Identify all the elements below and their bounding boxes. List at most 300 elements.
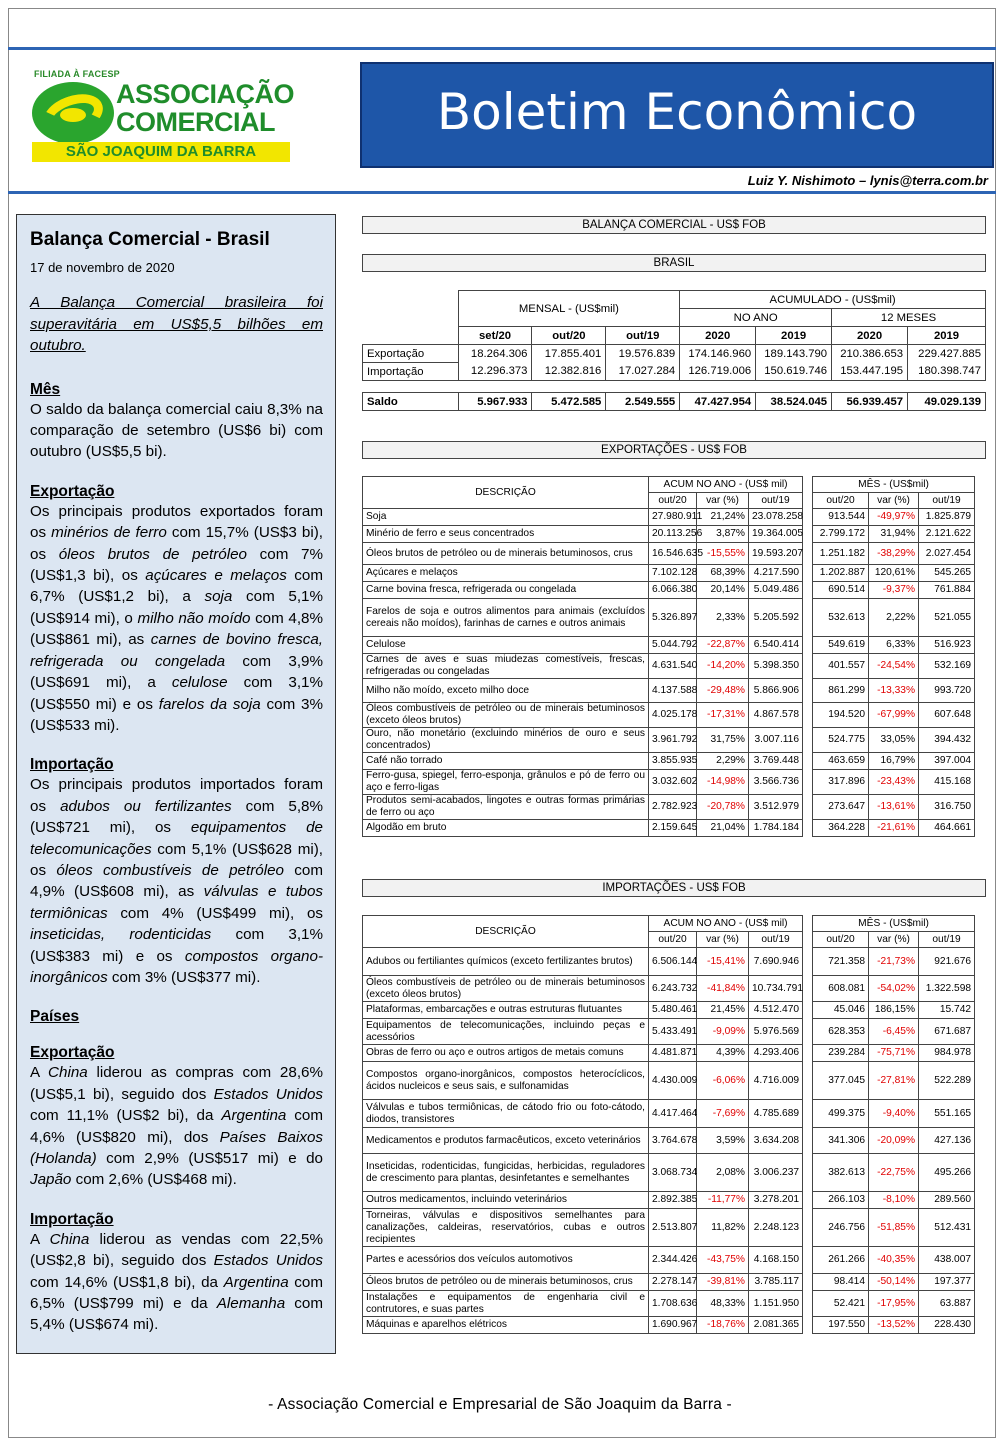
cell: -51,85% (869, 1209, 919, 1247)
cell: 3,87% (697, 526, 749, 543)
cell: -13,52% (869, 1317, 919, 1334)
cell: 2.081.365 (749, 1317, 803, 1334)
table-row (363, 1100, 975, 1128)
row-label: Importação (363, 363, 459, 381)
heading-exportacao: Exportação (30, 482, 115, 500)
footer-text: - Associação Comercial e Empresarial de São Joaquim da Barra - (268, 1396, 732, 1413)
cell: -20,78% (697, 795, 749, 820)
cell: 10.734.791 (749, 976, 803, 1002)
text-mes: O saldo da balança comercial caiu 8,3% na comparação de setembro (US$6 bi) com outubro (US$5,5 bi). (30, 400, 323, 461)
cell: 4.867.578 (749, 703, 803, 728)
cell: -8,10% (869, 1192, 919, 1209)
cell: 521.055 (919, 599, 975, 637)
cell: 17.027.284 (606, 363, 680, 381)
cell: -15,41% (697, 948, 749, 976)
doze-meses-header: 12 MESES (832, 309, 986, 327)
cell: -7,69% (697, 1100, 749, 1128)
cell: 19.593.207 (749, 543, 803, 565)
cell: -22,75% (869, 1154, 919, 1192)
row-description: Óleos brutos de petróleo ou de minerais betuminosos, crus (363, 1274, 649, 1291)
cell: 3.566.736 (749, 770, 803, 795)
table-row (363, 976, 975, 1002)
table-row-exportacao (363, 345, 986, 363)
text-span: com 3% (US$377 mi). (107, 968, 261, 986)
subcol-header: out/19 (749, 493, 803, 509)
table-row (363, 1002, 975, 1019)
row-description: Carnes de aves e suas miudezas comestíveis, frescas, refrigeradas ou congeladas (363, 654, 649, 679)
cell: 4.025.178 (649, 703, 697, 728)
row-description: Máquinas e aparelhos elétricos (363, 1317, 649, 1334)
row-description: Farelos de soja e outros alimentos para animais (excluídos cereais não moídos), farinhas de carnes e outros animais (363, 599, 649, 637)
text-span: com 11,1% (US$2 bi), da (30, 1107, 222, 1125)
table-row (363, 565, 975, 582)
brasil-bar: BRASIL (362, 254, 986, 272)
cell: 761.884 (919, 582, 975, 599)
cell: 197.377 (919, 1274, 975, 1291)
acum-header: ACUM NO ANO - (US$ mil) (649, 916, 803, 932)
row-description: Torneiras, válvulas e dispositivos semelhantes para canalizações, caldeiras, reservatórios, cubas e outros recipientes (363, 1209, 649, 1247)
subcol-header: var (%) (869, 493, 919, 509)
cell: 38.524.045 (756, 393, 832, 411)
emphasis-text: minérios de ferro (51, 524, 167, 542)
cell: -40,35% (869, 1247, 919, 1274)
cell: 21,04% (697, 820, 749, 837)
cell: 3.032.602 (649, 770, 697, 795)
cell: 5.472.585 (532, 393, 606, 411)
cell: 4.512.470 (749, 1002, 803, 1019)
cell: 2.027.454 (919, 543, 975, 565)
cell: 266.103 (813, 1192, 869, 1209)
cell: 524.775 (813, 728, 869, 753)
cell: 31,94% (869, 526, 919, 543)
heading-paises-exportacao: Exportação (30, 1044, 115, 1062)
cell: 2.121.622 (919, 526, 975, 543)
text-span: com 2,6% (US$468 mi). (71, 1171, 237, 1189)
cell: 549.619 (813, 637, 869, 654)
text-span: com 3,1% (US$383 mi) e os (30, 926, 323, 965)
table-row (363, 753, 975, 770)
cell: 5.398.350 (749, 654, 803, 679)
bulletin-title: Boletim Econômico (360, 62, 994, 168)
cell: 721.358 (813, 948, 869, 976)
text-span: com 4,9% (US$608 mi), as (30, 861, 323, 901)
cell: 317.896 (813, 770, 869, 795)
table-row (363, 654, 975, 679)
row-label: Saldo (363, 393, 459, 411)
cell: 20,14% (697, 582, 749, 599)
subcol-header: out/19 (919, 493, 975, 509)
cell: 210.386.653 (832, 345, 908, 363)
cell: 2,29% (697, 753, 749, 770)
table-row (363, 1291, 975, 1317)
text-span: com 4% (US$499 mi), os (107, 904, 323, 922)
cell: -27,81% (869, 1062, 919, 1100)
text-paises-exportacao (30, 1062, 323, 1190)
sidebar-date: 17 de novembro de 2020 (30, 260, 175, 275)
cell: 120,61% (869, 565, 919, 582)
cell: 2.549.555 (606, 393, 680, 411)
table-row (363, 582, 975, 599)
cell: 7.690.946 (749, 948, 803, 976)
table-row-importacao (363, 363, 986, 381)
author-credit: Luiz Y. Nishimoto – lynis@terra.com.br (747, 173, 988, 188)
row-description: Adubos ou fertiliantes químicos (exceto fertilizantes brutos) (363, 948, 649, 976)
cell: 68,39% (697, 565, 749, 582)
cell: 1.825.879 (919, 509, 975, 526)
cell: 48,33% (697, 1291, 749, 1317)
text-span: com 3,9% (US$691 mi), a (30, 652, 323, 692)
cell: 5.480.461 (649, 1002, 697, 1019)
cell: 5.976.569 (749, 1019, 803, 1045)
table-row (363, 820, 975, 837)
cell: 6.243.732 (649, 976, 697, 1002)
cell: 3,59% (697, 1128, 749, 1154)
cell: 1.322.598 (919, 976, 975, 1002)
text-exportacao (30, 501, 323, 736)
text-span: com 5,1% (US$628 mi), os (30, 840, 323, 879)
cell: 2,33% (697, 599, 749, 637)
cell: -14,98% (697, 770, 749, 795)
text-span: com 5,8% (US$721 mi), os (30, 797, 323, 837)
cell: 197.550 (813, 1317, 869, 1334)
cell: 7.102.128 (649, 565, 697, 582)
cell: -67,99% (869, 703, 919, 728)
subcol-header: out/20 (649, 493, 697, 509)
table-row (363, 1247, 975, 1274)
cell: 4.481.871 (649, 1045, 697, 1062)
cell: 5.967.933 (458, 393, 532, 411)
cell: 427.136 (919, 1128, 975, 1154)
cell: 5.049.486 (749, 582, 803, 599)
text-span: com 6,7% (US$1,2 bi), a (30, 567, 323, 606)
cell: -6,06% (697, 1062, 749, 1100)
subcol-header: out/20 (813, 493, 869, 509)
subcol-header: var (%) (697, 493, 749, 509)
cell: 186,15% (869, 1002, 919, 1019)
cell: 516.923 (919, 637, 975, 654)
cell: 194.520 (813, 703, 869, 728)
emphasis-text: óleos combustíveis de petróleo (56, 861, 284, 879)
emphasis-text: Estados Unidos (213, 1085, 323, 1103)
emphasis-text: Argentina (221, 1107, 287, 1125)
balanca-bar: BALANÇA COMERCIAL - US$ FOB (362, 216, 986, 234)
emphasis-text: China (49, 1230, 90, 1248)
table-row (363, 526, 975, 543)
text-span: com 5,1% (US$914 mi), o (30, 588, 323, 627)
row-description: Inseticidas, rodenticidas, fungicidas, herbicidas, reguladores de crescimento para plantas, desinfetantes e semelhantes (363, 1154, 649, 1192)
cell: 415.168 (919, 770, 975, 795)
cell: 246.756 (813, 1209, 869, 1247)
cell: -21,61% (869, 820, 919, 837)
cell: 12.296.373 (458, 363, 532, 381)
text-span: com 3,1% (US$550 mi) e os (30, 674, 323, 713)
text-paises-importacao (30, 1229, 323, 1336)
cell: 6.506.144 (649, 948, 697, 976)
cell: 4.785.689 (749, 1100, 803, 1128)
cell: 397.004 (919, 753, 975, 770)
row-description: Açúcares e melaços (363, 565, 649, 582)
cell: 3.006.237 (749, 1154, 803, 1192)
subcol-header: out/19 (749, 932, 803, 948)
col-header: 2020 (832, 327, 908, 345)
cell: 261.266 (813, 1247, 869, 1274)
cell: 45.046 (813, 1002, 869, 1019)
subcol-header: out/20 (649, 932, 697, 948)
cell: 3.961.792 (649, 728, 697, 753)
cell: 19.364.005 (749, 526, 803, 543)
importacoes-bar: IMPORTAÇÕES - US$ FOB (362, 879, 986, 897)
cell: 2,08% (697, 1154, 749, 1192)
emphasis-text: China (48, 1064, 88, 1082)
table-row (363, 728, 975, 753)
cell: -9,40% (869, 1100, 919, 1128)
text-span: com 7% (US$1,3 bi), os (30, 545, 323, 585)
cell: 438.007 (919, 1247, 975, 1274)
cell: 5.044.792 (649, 637, 697, 654)
cell: 4.168.150 (749, 1247, 803, 1274)
text-span: com 5,4% (US$674 mi). (30, 1295, 323, 1334)
mensal-header: MENSAL - (US$mil) (458, 291, 680, 327)
table-row-saldo (363, 393, 986, 411)
cell: -50,14% (869, 1274, 919, 1291)
mes-header: MÊS - (US$mil) (813, 916, 975, 932)
cell: 31,75% (697, 728, 749, 753)
cell: 607.648 (919, 703, 975, 728)
cell: 2.248.123 (749, 1209, 803, 1247)
cell: 464.661 (919, 820, 975, 837)
text-span: com 4,6% (US$820 mi), dos (30, 1107, 324, 1146)
heading-paises: Países (30, 1008, 80, 1026)
exportacoes-bar: EXPORTAÇÕES - US$ FOB (362, 441, 986, 459)
cell: 512.431 (919, 1209, 975, 1247)
cell: -13,61% (869, 795, 919, 820)
desc-header: DESCRIÇÃO (363, 916, 649, 948)
cell: 499.375 (813, 1100, 869, 1128)
cell: 12.382.816 (532, 363, 606, 381)
cell: 98.414 (813, 1274, 869, 1291)
cell: 180.398.747 (908, 363, 986, 381)
cell: 394.432 (919, 728, 975, 753)
cell: -41,84% (697, 976, 749, 1002)
cell: 2,22% (869, 599, 919, 637)
emphasis-text: celulose (171, 674, 228, 692)
cell: -24,54% (869, 654, 919, 679)
cell: 6,33% (869, 637, 919, 654)
table-row (363, 679, 975, 703)
text-span: A (30, 1064, 49, 1082)
cell: -14,20% (697, 654, 749, 679)
cell: 15.742 (919, 1002, 975, 1019)
cell: 16.546.635 (649, 543, 697, 565)
cell: 2.782.923 (649, 795, 697, 820)
cell: 671.687 (919, 1019, 975, 1045)
row-description: Óleos brutos de petróleo ou de minerais betuminosos, crus (363, 543, 649, 565)
no-ano-header: NO ANO (680, 309, 832, 327)
cell: 495.266 (919, 1154, 975, 1192)
cell: 3.278.201 (749, 1192, 803, 1209)
cell: 4.137.588 (649, 679, 697, 703)
cell: 5.326.897 (649, 599, 697, 637)
cell: 1.202.887 (813, 565, 869, 582)
emphasis-text: Argentina (223, 1273, 289, 1291)
cell: -15,55% (697, 543, 749, 565)
cell: 1.151.950 (749, 1291, 803, 1317)
cell: 2.513.807 (649, 1209, 697, 1247)
row-description: Algodão em bruto (363, 820, 649, 837)
cell: 4.716.009 (749, 1062, 803, 1100)
cell: 229.427.885 (908, 345, 986, 363)
cell: -29,48% (697, 679, 749, 703)
row-description: Partes e acessórios dos veículos automotivos (363, 1247, 649, 1274)
emphasis-text: soja (204, 588, 233, 606)
cell: 1.784.184 (749, 820, 803, 837)
emphasis-text: Estados Unidos (213, 1252, 323, 1270)
table-row (363, 948, 975, 976)
cell: 463.659 (813, 753, 869, 770)
cell: 532.169 (919, 654, 975, 679)
cell: -21,73% (869, 948, 919, 976)
exportacoes-table (362, 476, 975, 837)
emphasis-text: equipamentos de telecomunicações (30, 819, 323, 858)
cell: 6.540.414 (749, 637, 803, 654)
cell: 2.892.385 (649, 1192, 697, 1209)
cell: -11,77% (697, 1192, 749, 1209)
row-description: Instalações e equipamentos de engenharia civil e contrutores, e suas partes (363, 1291, 649, 1317)
cell: -9,37% (869, 582, 919, 599)
cell: 3.769.448 (749, 753, 803, 770)
cell: 189.143.790 (756, 345, 832, 363)
association-logo (30, 68, 295, 166)
col-header: 2020 (680, 327, 756, 345)
table-row (363, 1062, 975, 1100)
cell: 608.081 (813, 976, 869, 1002)
cell: -43,75% (697, 1247, 749, 1274)
emphasis-text: adubos ou fertilizantes (60, 797, 232, 815)
row-description: Minério de ferro e seus concentrados (363, 526, 649, 543)
summary-sidebar (16, 214, 336, 1354)
row-description: Compostos organo-inorgânicos, compostos heterocíclicos, ácidos nucleicos e seus sais, e sulfonamidas (363, 1062, 649, 1100)
row-description: Outros medicamentos, incluindo veterinários (363, 1192, 649, 1209)
text-span: Os principais produtos exportados foram os (30, 502, 323, 542)
table-row (363, 770, 975, 795)
table-row (363, 795, 975, 820)
balanca-column-headers (363, 327, 986, 345)
subcol-header: var (%) (869, 932, 919, 948)
cell: 21,24% (697, 509, 749, 526)
table-row (363, 1274, 975, 1291)
text-span: com 4,8% (US$861 mi), as (30, 609, 323, 649)
cell: 551.165 (919, 1100, 975, 1128)
row-label: Exportação (363, 345, 459, 363)
cell: 4.217.590 (749, 565, 803, 582)
cell: 364.228 (813, 820, 869, 837)
logo-line2: COMERCIAL (116, 107, 275, 137)
text-span: liderou as compras com 28,6% (US$5,1 bi), seguido dos (30, 1064, 323, 1103)
cell: -75,71% (869, 1045, 919, 1062)
text-span: com 6,5% (US$799 mi) e da (30, 1273, 323, 1313)
text-span: A (30, 1230, 50, 1248)
sidebar-lead: A Balança Comercial brasileira foi superavitária em US$5,5 bilhões em outubro. (30, 294, 323, 355)
cell: 993.720 (919, 679, 975, 703)
cell: 289.560 (919, 1192, 975, 1209)
cell: 33,05% (869, 728, 919, 753)
cell: -13,33% (869, 679, 919, 703)
cell: 3.068.734 (649, 1154, 697, 1192)
cell: 1.708.636 (649, 1291, 697, 1317)
cell: 126.719.006 (680, 363, 756, 381)
cell: 5.433.491 (649, 1019, 697, 1045)
cell: 690.514 (813, 582, 869, 599)
cell: 4.293.406 (749, 1045, 803, 1062)
cell: 3.512.979 (749, 795, 803, 820)
row-description: Ferro-gusa, spiegel, ferro-esponja, grânulos e pó de ferro ou aço e ferro-ligas (363, 770, 649, 795)
cell: 628.353 (813, 1019, 869, 1045)
table-row (363, 1019, 975, 1045)
importacoes-table (362, 915, 975, 1334)
table-row (363, 599, 975, 637)
cell: 17.855.401 (532, 345, 606, 363)
top-rule (8, 47, 996, 50)
cell: 27.980.911 (649, 509, 697, 526)
cell: 921.676 (919, 948, 975, 976)
row-description: Medicamentos e produtos farmacêuticos, exceto veterinários (363, 1128, 649, 1154)
cell: 18.264.306 (458, 345, 532, 363)
cell: -17,95% (869, 1291, 919, 1317)
cell: 21,45% (697, 1002, 749, 1019)
table-row (363, 1209, 975, 1247)
cell: 1.251.182 (813, 543, 869, 565)
emphasis-text: Alemanha (216, 1295, 286, 1313)
cell: -54,02% (869, 976, 919, 1002)
row-description: Equipamentos de telecomunicações, incluindo peças e acessórios (363, 1019, 649, 1045)
text-span: com 15,7% (US$3 bi), os (30, 524, 324, 563)
text-span: com 2,9% (US$517 mi) e do (96, 1150, 323, 1167)
row-description: Óleos combustíveis de petróleo ou de minerais betuminosos (exceto óleos brutos) (363, 703, 649, 728)
emphasis-text: carnes de bovino fresca, refrigerada ou congelada (30, 631, 323, 670)
sidebar-title: Balança Comercial - Brasil (30, 229, 270, 250)
cell: 49.029.139 (908, 393, 986, 411)
cell: 23.078.258 (749, 509, 803, 526)
cell: 382.613 (813, 1154, 869, 1192)
cell: 19.576.839 (606, 345, 680, 363)
emphasis-text: válvulas e tubos termiônicas (30, 883, 323, 922)
acum-header: ACUM NO ANO - (US$ mil) (649, 477, 803, 493)
cell: -49,97% (869, 509, 919, 526)
table-row (363, 1154, 975, 1192)
heading-mes: Mês (30, 380, 61, 398)
row-description: Plataformas, embarcações e outras estruturas flutuantes (363, 1002, 649, 1019)
cell: 1.690.967 (649, 1317, 697, 1334)
heading-paises-importacao: Importação (30, 1210, 114, 1228)
cell: 2.799.172 (813, 526, 869, 543)
cell: -6,45% (869, 1019, 919, 1045)
cell: -38,29% (869, 543, 919, 565)
cell: 63.887 (919, 1291, 975, 1317)
cell: -23,43% (869, 770, 919, 795)
balanca-table (362, 290, 986, 411)
mes-header: MÊS - (US$mil) (813, 477, 975, 493)
cell: 377.045 (813, 1062, 869, 1100)
col-header: 2019 (756, 327, 832, 345)
cell: -18,76% (697, 1317, 749, 1334)
cell: 4,39% (697, 1045, 749, 1062)
row-description: Válvulas e tubos termiônicas, de cátodo frio ou foto-cátodo, diodos, transistores (363, 1100, 649, 1128)
table-row (363, 1045, 975, 1062)
row-description: Celulose (363, 637, 649, 654)
cell: 20.113.256 (649, 526, 697, 543)
col-header: out/19 (606, 327, 680, 345)
cell: 341.306 (813, 1128, 869, 1154)
